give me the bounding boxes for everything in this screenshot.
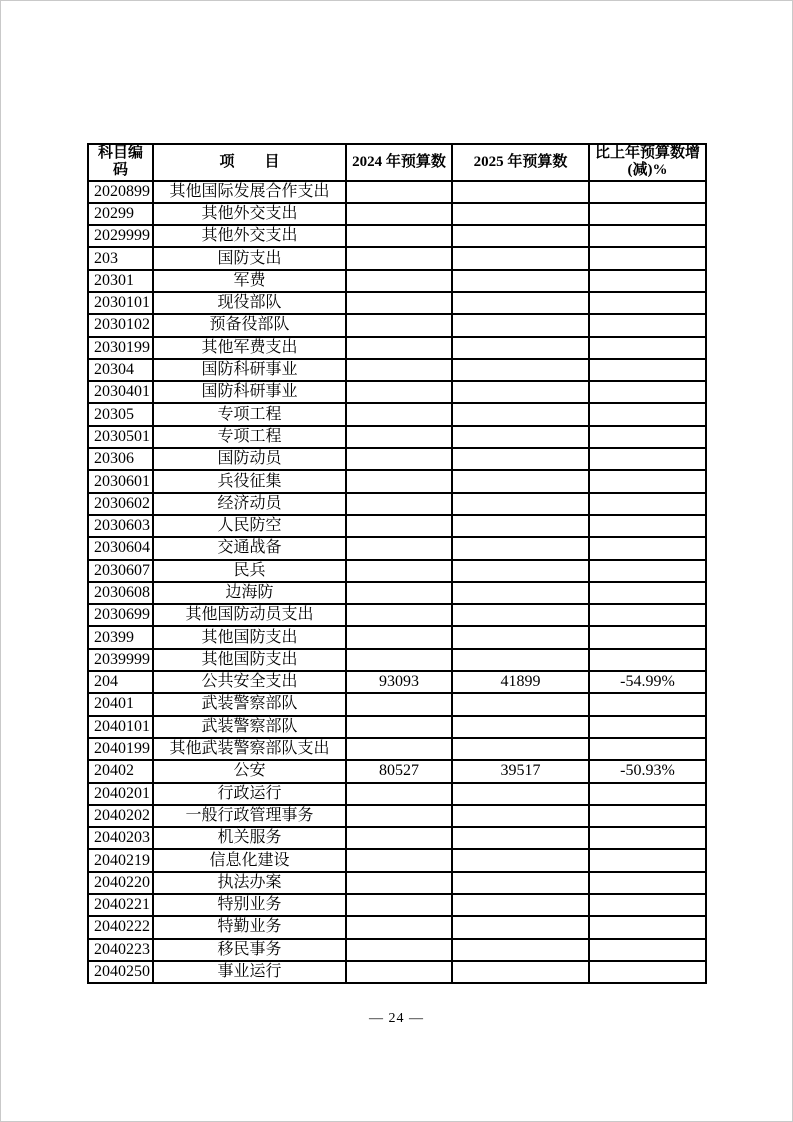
cell-budget-2025 [452,827,589,849]
cell-code: 20402 [88,760,153,782]
cell-item: 人民防空 [153,515,346,537]
cell-item: 专项工程 [153,426,346,448]
table-row [88,359,706,381]
table-row [88,470,706,492]
cell-budget-2024 [346,203,452,225]
cell-budget-2024 [346,649,452,671]
cell-budget-2025 [452,225,589,247]
cell-budget-2024 [346,493,452,515]
table-row [88,270,706,292]
cell-change-percent [589,783,706,805]
table-row [88,181,706,203]
cell-code: 2039999 [88,649,153,671]
table-row [88,314,706,336]
cell-item: 边海防 [153,582,346,604]
cell-budget-2024 [346,693,452,715]
cell-budget-2024 [346,738,452,760]
cell-item: 其他国防支出 [153,649,346,671]
cell-change-percent [589,693,706,715]
cell-budget-2025: 39517 [452,760,589,782]
cell-budget-2025 [452,247,589,269]
header-change-percent: 比上年预算数增 (减)% [589,144,706,181]
cell-item: 军费 [153,270,346,292]
table-row [88,426,706,448]
cell-code: 2030604 [88,537,153,559]
cell-code: 2040203 [88,827,153,849]
cell-change-percent [589,448,706,470]
cell-item: 专项工程 [153,403,346,425]
cell-budget-2024 [346,403,452,425]
cell-budget-2024 [346,270,452,292]
cell-budget-2024 [346,961,452,983]
table-row [88,225,706,247]
cell-budget-2024 [346,181,452,203]
cell-change-percent [589,849,706,871]
table-row [88,582,706,604]
cell-budget-2025 [452,493,589,515]
table-row [88,849,706,871]
cell-change-percent [589,470,706,492]
cell-code: 2040222 [88,916,153,938]
cell-code: 2030199 [88,337,153,359]
cell-code: 2040250 [88,961,153,983]
table-row [88,805,706,827]
header-budget-2024: 2024 年预算数 [346,144,452,181]
cell-budget-2024 [346,560,452,582]
cell-code: 20399 [88,626,153,648]
cell-item: 机关服务 [153,827,346,849]
cell-budget-2024 [346,894,452,916]
cell-budget-2024 [346,292,452,314]
cell-item: 经济动员 [153,493,346,515]
cell-budget-2025 [452,181,589,203]
table-row [88,872,706,894]
cell-code: 20306 [88,448,153,470]
table-row [88,760,706,782]
cell-change-percent [589,403,706,425]
cell-code: 2030501 [88,426,153,448]
cell-item: 一般行政管理事务 [153,805,346,827]
table-row [88,448,706,470]
header-budget-2025: 2025 年预算数 [452,144,589,181]
cell-budget-2024 [346,537,452,559]
budget-table [87,143,707,984]
cell-budget-2024 [346,470,452,492]
table-row [88,560,706,582]
cell-code: 2040201 [88,783,153,805]
cell-change-percent [589,314,706,336]
cell-code: 2040202 [88,805,153,827]
cell-budget-2024: 80527 [346,760,452,782]
cell-code: 2030607 [88,560,153,582]
cell-change-percent [589,247,706,269]
cell-budget-2025 [452,738,589,760]
cell-budget-2024 [346,225,452,247]
cell-change-percent [589,961,706,983]
cell-change-percent [589,827,706,849]
cell-item: 武装警察部队 [153,693,346,715]
cell-budget-2025 [452,359,589,381]
cell-change-percent [589,337,706,359]
cell-budget-2025 [452,292,589,314]
cell-code: 2030101 [88,292,153,314]
cell-change-percent [589,270,706,292]
cell-budget-2024 [346,604,452,626]
cell-budget-2025 [452,693,589,715]
cell-item: 国防科研事业 [153,359,346,381]
cell-item: 民兵 [153,560,346,582]
cell-code: 2040219 [88,849,153,871]
cell-code: 20304 [88,359,153,381]
table-row [88,626,706,648]
cell-budget-2025 [452,314,589,336]
cell-budget-2024 [346,916,452,938]
cell-budget-2025: 41899 [452,671,589,693]
cell-budget-2025 [452,537,589,559]
cell-item: 公共安全支出 [153,671,346,693]
cell-budget-2024 [346,381,452,403]
cell-code: 2040223 [88,939,153,961]
cell-budget-2025 [452,203,589,225]
table-row [88,604,706,626]
cell-budget-2025 [452,626,589,648]
cell-budget-2025 [452,403,589,425]
table-row [88,693,706,715]
cell-code: 2040101 [88,716,153,738]
table-row [88,783,706,805]
cell-budget-2025 [452,337,589,359]
table-row [88,671,706,693]
cell-code: 204 [88,671,153,693]
cell-budget-2024 [346,716,452,738]
cell-change-percent [589,359,706,381]
table-row [88,337,706,359]
table-row [88,716,706,738]
cell-budget-2025 [452,604,589,626]
cell-item: 交通战备 [153,537,346,559]
cell-item: 特别业务 [153,894,346,916]
cell-item: 行政运行 [153,783,346,805]
cell-code: 20305 [88,403,153,425]
cell-budget-2024 [346,359,452,381]
cell-item: 其他军费支出 [153,337,346,359]
cell-change-percent [589,649,706,671]
cell-budget-2025 [452,649,589,671]
cell-change-percent [589,604,706,626]
cell-budget-2024 [346,247,452,269]
table-row [88,916,706,938]
cell-change-percent [589,515,706,537]
cell-budget-2024 [346,872,452,894]
cell-item: 其他外交支出 [153,225,346,247]
table-row [88,203,706,225]
cell-change-percent [589,225,706,247]
cell-budget-2024 [346,783,452,805]
cell-item: 特勤业务 [153,916,346,938]
cell-code: 20401 [88,693,153,715]
cell-item: 其他国防动员支出 [153,604,346,626]
cell-change-percent [589,626,706,648]
cell-item: 国防科研事业 [153,381,346,403]
cell-item: 执法办案 [153,872,346,894]
cell-item: 国防支出 [153,247,346,269]
cell-change-percent [589,537,706,559]
table-row [88,827,706,849]
cell-budget-2024 [346,582,452,604]
cell-code: 203 [88,247,153,269]
cell-budget-2025 [452,582,589,604]
cell-item: 移民事务 [153,939,346,961]
cell-item: 信息化建设 [153,849,346,871]
table-row [88,515,706,537]
cell-budget-2025 [452,515,589,537]
cell-item: 事业运行 [153,961,346,983]
table-row [88,738,706,760]
cell-budget-2025 [452,426,589,448]
table-row [88,961,706,983]
cell-code: 2029999 [88,225,153,247]
cell-budget-2025 [452,872,589,894]
table-row [88,939,706,961]
cell-code: 2030401 [88,381,153,403]
cell-item: 其他武装警察部队支出 [153,738,346,760]
table-row [88,537,706,559]
cell-budget-2024 [346,515,452,537]
cell-code: 2030601 [88,470,153,492]
cell-item: 公安 [153,760,346,782]
cell-item: 现役部队 [153,292,346,314]
cell-budget-2025 [452,916,589,938]
table-row [88,381,706,403]
cell-code: 2030602 [88,493,153,515]
header-row [88,144,706,181]
cell-item: 武装警察部队 [153,716,346,738]
table-row [88,894,706,916]
cell-change-percent [589,916,706,938]
cell-code: 2030603 [88,515,153,537]
cell-code: 2040220 [88,872,153,894]
cell-budget-2024 [346,939,452,961]
cell-change-percent [589,426,706,448]
cell-budget-2025 [452,894,589,916]
cell-item: 国防动员 [153,448,346,470]
cell-budget-2025 [452,849,589,871]
cell-budget-2024 [346,337,452,359]
cell-item: 预备役部队 [153,314,346,336]
cell-change-percent [589,582,706,604]
table-row [88,493,706,515]
cell-change-percent [589,203,706,225]
cell-budget-2024 [346,314,452,336]
cell-budget-2025 [452,381,589,403]
table-row [88,247,706,269]
cell-budget-2025 [452,270,589,292]
cell-budget-2025 [452,448,589,470]
cell-item: 其他国防支出 [153,626,346,648]
table-row [88,292,706,314]
cell-change-percent [589,872,706,894]
cell-code: 2030608 [88,582,153,604]
cell-change-percent [589,738,706,760]
cell-budget-2025 [452,560,589,582]
cell-code: 2030699 [88,604,153,626]
cell-budget-2025 [452,783,589,805]
table-row [88,649,706,671]
cell-code: 2020899 [88,181,153,203]
cell-budget-2024 [346,426,452,448]
cell-change-percent: -54.99% [589,671,706,693]
cell-code: 20301 [88,270,153,292]
cell-code: 20299 [88,203,153,225]
cell-budget-2025 [452,716,589,738]
page-number: — 24 — [369,1011,424,1026]
table-row [88,403,706,425]
cell-change-percent [589,381,706,403]
cell-budget-2025 [452,939,589,961]
cell-code: 2040199 [88,738,153,760]
cell-budget-2024: 93093 [346,671,452,693]
header-subject-code: 科目编 码 [88,144,153,181]
cell-change-percent [589,939,706,961]
cell-change-percent [589,493,706,515]
header-item: 项 目 [153,144,346,181]
cell-budget-2025 [452,470,589,492]
cell-change-percent [589,716,706,738]
table-header [88,144,706,181]
cell-budget-2024 [346,626,452,648]
cell-budget-2025 [452,961,589,983]
cell-budget-2024 [346,827,452,849]
cell-change-percent [589,181,706,203]
cell-budget-2025 [452,805,589,827]
cell-change-percent [589,894,706,916]
cell-code: 2030102 [88,314,153,336]
cell-budget-2024 [346,805,452,827]
table-body [88,181,706,984]
cell-change-percent: -50.93% [589,760,706,782]
cell-change-percent [589,805,706,827]
cell-change-percent [589,292,706,314]
cell-code: 2040221 [88,894,153,916]
cell-item: 其他外交支出 [153,203,346,225]
cell-item: 兵役征集 [153,470,346,492]
cell-budget-2024 [346,849,452,871]
cell-change-percent [589,560,706,582]
cell-item: 其他国际发展合作支出 [153,181,346,203]
cell-budget-2024 [346,448,452,470]
